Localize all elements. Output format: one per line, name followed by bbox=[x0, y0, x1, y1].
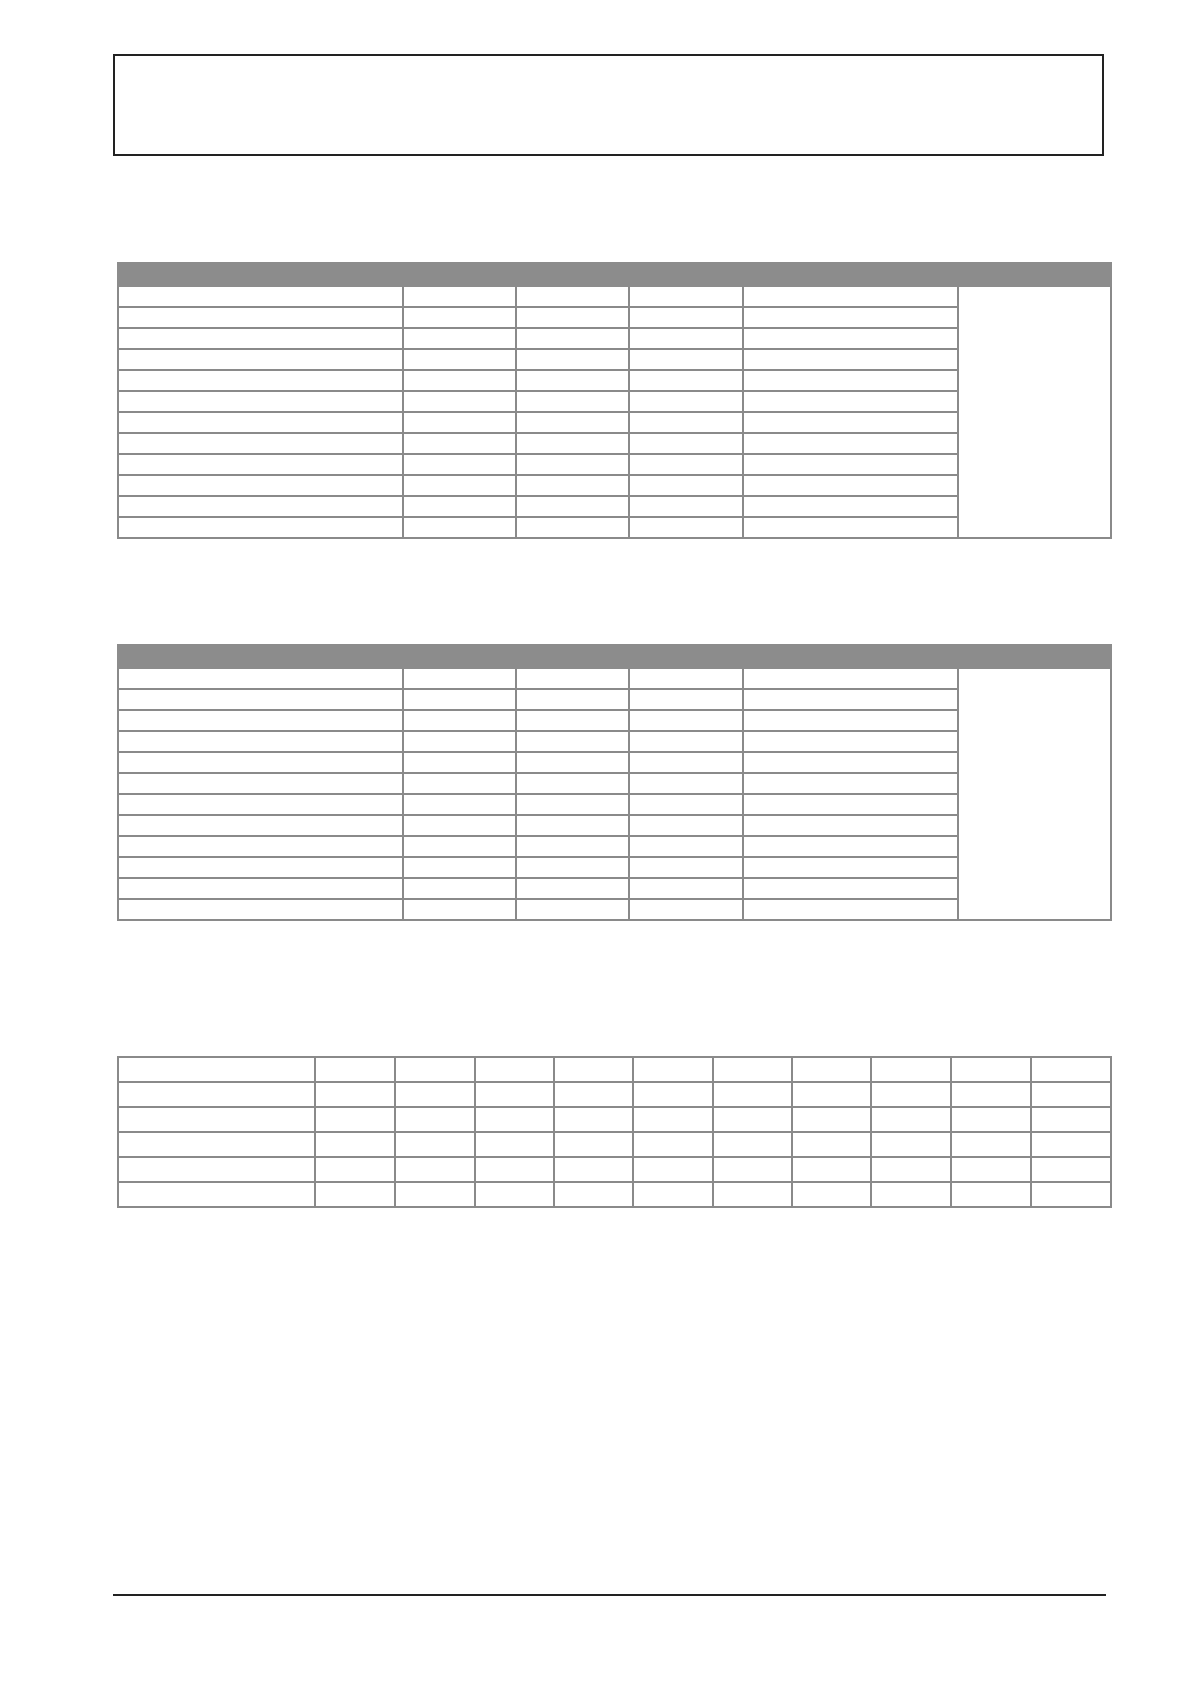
table-cell bbox=[792, 1132, 871, 1157]
table-cell bbox=[403, 454, 516, 475]
data-table-2 bbox=[117, 644, 1112, 921]
table-cell bbox=[403, 794, 516, 815]
merged-cell bbox=[958, 668, 1111, 920]
table-cell bbox=[118, 689, 403, 710]
table-cell bbox=[118, 878, 403, 899]
table-cell bbox=[516, 349, 629, 370]
table-cell bbox=[403, 370, 516, 391]
table-cell bbox=[743, 668, 958, 689]
table-cell bbox=[633, 1182, 713, 1207]
table-cell bbox=[516, 857, 629, 878]
table-cell bbox=[475, 1082, 554, 1107]
table-cell bbox=[554, 1107, 633, 1132]
table-cell bbox=[475, 1132, 554, 1157]
table-cell bbox=[871, 1082, 951, 1107]
table-cell bbox=[871, 1182, 951, 1207]
table-cell bbox=[713, 1057, 792, 1082]
footer-rule bbox=[113, 1594, 1106, 1596]
table-cell bbox=[871, 1057, 951, 1082]
table-cell bbox=[118, 433, 403, 454]
table-cell bbox=[629, 286, 743, 307]
table-cell bbox=[633, 1082, 713, 1107]
table-cell bbox=[118, 496, 403, 517]
table-cell bbox=[1031, 1157, 1111, 1182]
table-cell bbox=[629, 433, 743, 454]
data-table-1 bbox=[117, 262, 1112, 539]
table-cell bbox=[315, 1082, 395, 1107]
table-cell bbox=[516, 286, 629, 307]
table-cell bbox=[743, 752, 958, 773]
table-cell bbox=[118, 899, 403, 920]
table-cell bbox=[118, 412, 403, 433]
table-cell bbox=[118, 773, 403, 794]
table-cell bbox=[743, 454, 958, 475]
table-cell bbox=[516, 773, 629, 794]
table-cell bbox=[516, 370, 629, 391]
table-cell bbox=[315, 1107, 395, 1132]
table-cell bbox=[403, 815, 516, 836]
table-cell bbox=[118, 349, 403, 370]
table-cell bbox=[403, 349, 516, 370]
table-row bbox=[118, 1107, 1111, 1132]
table-cell bbox=[629, 752, 743, 773]
table-cell bbox=[629, 815, 743, 836]
title-box bbox=[113, 54, 1104, 156]
table-cell bbox=[951, 1057, 1031, 1082]
table-cell bbox=[395, 1107, 475, 1132]
table-cell bbox=[118, 370, 403, 391]
table-cell bbox=[315, 1057, 395, 1082]
table-cell bbox=[403, 857, 516, 878]
table-cell bbox=[118, 517, 403, 538]
table-cell bbox=[403, 752, 516, 773]
table-cell bbox=[629, 794, 743, 815]
table-cell bbox=[743, 689, 958, 710]
table-header-bar bbox=[118, 645, 1111, 668]
table-cell bbox=[792, 1157, 871, 1182]
table-cell bbox=[743, 433, 958, 454]
table-cell bbox=[743, 773, 958, 794]
table-cell bbox=[403, 710, 516, 731]
table-cell bbox=[743, 475, 958, 496]
table-cell bbox=[403, 878, 516, 899]
table-cell bbox=[395, 1082, 475, 1107]
table-cell bbox=[516, 517, 629, 538]
table-cell bbox=[629, 899, 743, 920]
table-cell bbox=[1031, 1082, 1111, 1107]
table-cell bbox=[629, 391, 743, 412]
table-cell bbox=[118, 475, 403, 496]
table-cell bbox=[629, 328, 743, 349]
table-cell bbox=[403, 307, 516, 328]
merged-cell bbox=[958, 286, 1111, 538]
table-cell bbox=[403, 668, 516, 689]
table-cell bbox=[475, 1057, 554, 1082]
table-cell bbox=[516, 899, 629, 920]
table-cell bbox=[743, 857, 958, 878]
table-cell bbox=[951, 1082, 1031, 1107]
table-cell bbox=[629, 307, 743, 328]
table-cell bbox=[1031, 1132, 1111, 1157]
table-row bbox=[118, 1057, 1111, 1082]
table-cell bbox=[395, 1132, 475, 1157]
table-cell bbox=[633, 1157, 713, 1182]
table-cell bbox=[633, 1107, 713, 1132]
table-cell bbox=[743, 878, 958, 899]
table-cell bbox=[629, 517, 743, 538]
table-cell bbox=[516, 794, 629, 815]
table-cell bbox=[403, 496, 516, 517]
table-cell bbox=[713, 1107, 792, 1132]
table-cell bbox=[743, 412, 958, 433]
table-cell bbox=[118, 1057, 315, 1082]
table-cell bbox=[118, 815, 403, 836]
table-cell bbox=[118, 1182, 315, 1207]
table-cell bbox=[118, 1157, 315, 1182]
table-cell bbox=[118, 307, 403, 328]
table-cell bbox=[118, 454, 403, 475]
table-cell bbox=[118, 752, 403, 773]
table-cell bbox=[403, 433, 516, 454]
table-cell bbox=[713, 1132, 792, 1157]
table-cell bbox=[516, 836, 629, 857]
table-cell bbox=[118, 1082, 315, 1107]
table-cell bbox=[403, 286, 516, 307]
table-cell bbox=[743, 836, 958, 857]
table-cell bbox=[871, 1157, 951, 1182]
table-cell bbox=[395, 1057, 475, 1082]
table-cell bbox=[118, 328, 403, 349]
table-header-cell bbox=[118, 645, 1111, 668]
table-cell bbox=[871, 1132, 951, 1157]
data-table-3 bbox=[117, 1056, 1112, 1208]
table-cell bbox=[743, 496, 958, 517]
table-cell bbox=[403, 412, 516, 433]
table-cell bbox=[118, 794, 403, 815]
table-cell bbox=[516, 433, 629, 454]
table-cell bbox=[516, 731, 629, 752]
table-cell bbox=[792, 1107, 871, 1132]
table-cell bbox=[743, 349, 958, 370]
table-row bbox=[118, 1132, 1111, 1157]
table-cell bbox=[118, 1107, 315, 1132]
table-cell bbox=[743, 517, 958, 538]
table-cell bbox=[475, 1157, 554, 1182]
table-cell bbox=[743, 391, 958, 412]
table-cell bbox=[554, 1182, 633, 1207]
table-cell bbox=[315, 1182, 395, 1207]
table-cell bbox=[951, 1182, 1031, 1207]
table-cell bbox=[118, 710, 403, 731]
table-cell bbox=[118, 668, 403, 689]
table-header-cell bbox=[118, 263, 1111, 286]
table-cell bbox=[951, 1107, 1031, 1132]
table-cell bbox=[403, 517, 516, 538]
table-cell bbox=[403, 773, 516, 794]
table-cell bbox=[516, 391, 629, 412]
table-cell bbox=[516, 475, 629, 496]
table-cell bbox=[554, 1132, 633, 1157]
table-cell bbox=[118, 391, 403, 412]
table-cell bbox=[629, 689, 743, 710]
table-cell bbox=[516, 412, 629, 433]
table-cell bbox=[403, 475, 516, 496]
table-cell bbox=[792, 1057, 871, 1082]
table-cell bbox=[118, 857, 403, 878]
table-row bbox=[118, 1182, 1111, 1207]
table-cell bbox=[743, 899, 958, 920]
table-cell bbox=[713, 1182, 792, 1207]
table-cell bbox=[403, 391, 516, 412]
table-cell bbox=[118, 286, 403, 307]
table-cell bbox=[516, 454, 629, 475]
table-cell bbox=[475, 1107, 554, 1132]
table-cell bbox=[1031, 1182, 1111, 1207]
table-cell bbox=[633, 1057, 713, 1082]
table-cell bbox=[403, 836, 516, 857]
table-row bbox=[118, 1082, 1111, 1107]
table-cell bbox=[743, 710, 958, 731]
table-cell bbox=[629, 454, 743, 475]
table-cell bbox=[403, 689, 516, 710]
table-cell bbox=[951, 1132, 1031, 1157]
table-cell bbox=[633, 1132, 713, 1157]
table-cell bbox=[315, 1132, 395, 1157]
table-cell bbox=[403, 899, 516, 920]
table-cell bbox=[395, 1182, 475, 1207]
table-cell bbox=[743, 815, 958, 836]
table-cell bbox=[629, 370, 743, 391]
table-cell bbox=[118, 731, 403, 752]
table-cell bbox=[516, 496, 629, 517]
table-header-bar bbox=[118, 263, 1111, 286]
table-cell bbox=[516, 710, 629, 731]
table-cell bbox=[792, 1082, 871, 1107]
table-cell bbox=[629, 857, 743, 878]
table-cell bbox=[743, 731, 958, 752]
table-cell bbox=[516, 307, 629, 328]
table-cell bbox=[395, 1157, 475, 1182]
table-cell bbox=[1031, 1107, 1111, 1132]
table-cell bbox=[629, 773, 743, 794]
table-cell bbox=[629, 710, 743, 731]
table-cell bbox=[554, 1057, 633, 1082]
table-cell bbox=[516, 668, 629, 689]
table-cell bbox=[516, 752, 629, 773]
table-cell bbox=[118, 836, 403, 857]
table-cell bbox=[629, 836, 743, 857]
table-cell bbox=[629, 878, 743, 899]
table-cell bbox=[403, 328, 516, 349]
table-cell bbox=[629, 412, 743, 433]
table-cell bbox=[516, 878, 629, 899]
table-cell bbox=[629, 731, 743, 752]
table-cell bbox=[629, 496, 743, 517]
table-cell bbox=[118, 1132, 315, 1157]
table-cell bbox=[951, 1157, 1031, 1182]
table-cell bbox=[1031, 1057, 1111, 1082]
table-cell bbox=[516, 328, 629, 349]
table-cell bbox=[554, 1157, 633, 1182]
table-cell bbox=[629, 349, 743, 370]
table-cell bbox=[743, 370, 958, 391]
table-cell bbox=[743, 307, 958, 328]
table-cell bbox=[629, 475, 743, 496]
table-cell bbox=[792, 1182, 871, 1207]
table-cell bbox=[743, 286, 958, 307]
table-cell bbox=[315, 1157, 395, 1182]
table-cell bbox=[516, 689, 629, 710]
table-cell bbox=[516, 815, 629, 836]
table-cell bbox=[713, 1082, 792, 1107]
table-row bbox=[118, 668, 1111, 689]
table-row bbox=[118, 286, 1111, 307]
table-cell bbox=[403, 731, 516, 752]
table-cell bbox=[554, 1082, 633, 1107]
table-cell bbox=[629, 668, 743, 689]
table-cell bbox=[713, 1157, 792, 1182]
table-cell bbox=[871, 1107, 951, 1132]
table-row bbox=[118, 1157, 1111, 1182]
table-cell bbox=[743, 328, 958, 349]
table-cell bbox=[743, 794, 958, 815]
table-cell bbox=[475, 1182, 554, 1207]
